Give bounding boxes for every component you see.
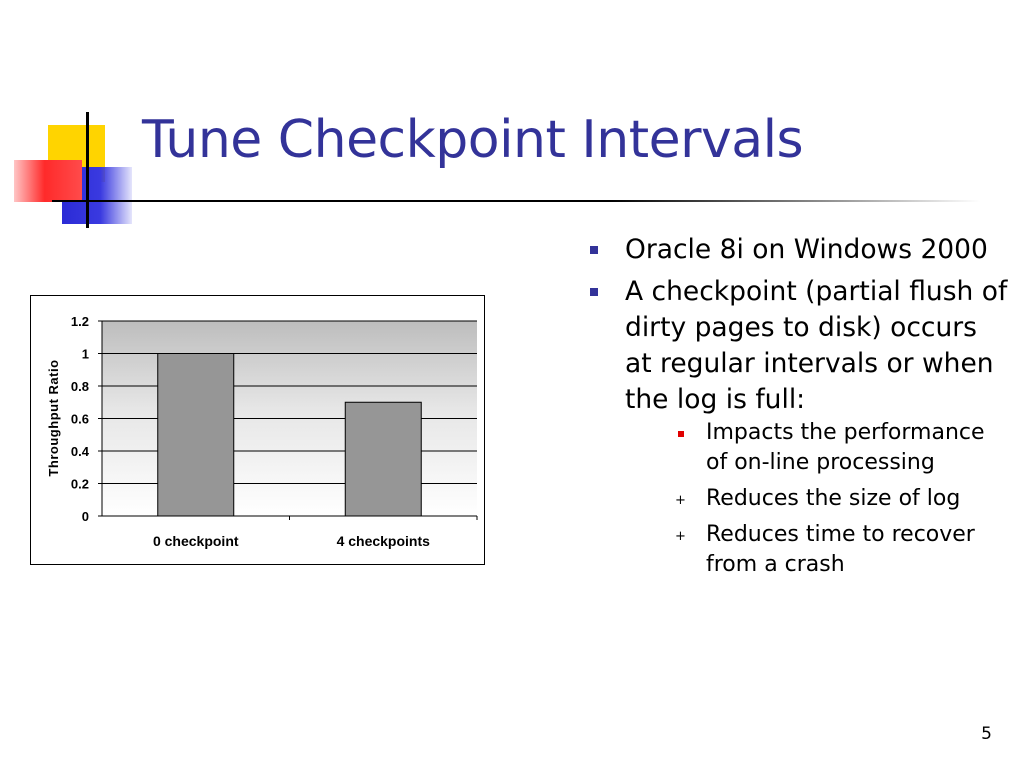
sub-bullet-item: [625, 484, 1008, 514]
y-axis-ticks: [71, 314, 102, 524]
page-number: 5: [981, 724, 992, 744]
slide-title: Tune Checkpoint Intervals: [142, 110, 804, 170]
y-tick-label: 0.6: [70, 411, 89, 427]
sub-bullet-text: Impacts the performance of on-line processing: [706, 420, 985, 475]
bullet-item: [588, 274, 1008, 580]
bar: [345, 402, 421, 516]
sub-bullet-text: Reduces the size of log: [706, 486, 961, 511]
y-tick-label: 1.2: [70, 314, 89, 329]
bar-chart: [31, 296, 486, 566]
sub-bullet-text: Reduces time to recover from a crash: [706, 522, 975, 577]
x-category-label: 0 checkpoint: [152, 533, 239, 549]
sub-bullet-list: [625, 418, 1008, 580]
bullet-text: Oracle 8i on Windows 2000: [625, 234, 988, 265]
y-tick-label: 0.2: [70, 476, 89, 492]
bullet-item: [588, 232, 1008, 268]
title-underline: [52, 200, 980, 202]
logo-vertical-line: [86, 112, 89, 228]
y-tick-label: 0: [81, 509, 89, 524]
y-tick-label: 0.4: [70, 444, 89, 459]
y-tick-label: 1: [81, 346, 89, 362]
bar: [158, 354, 234, 517]
plus-bullet-icon: +: [675, 493, 686, 508]
logo-red-square: [14, 160, 82, 202]
plus-bullet-icon: +: [675, 529, 686, 544]
sub-bullet-item: [625, 520, 1008, 580]
bullet-text: A checkpoint (partial flush of dirty pages to disk) occurs at regular intervals or when the log is full:: [625, 276, 1008, 415]
bullet-list: [588, 232, 1008, 586]
bullet-square-icon: [590, 246, 598, 254]
bullet-square-icon: [590, 288, 598, 296]
chart-frame: [30, 295, 485, 565]
x-category-label: 4 checkpoints: [336, 533, 430, 549]
y-tick-label: 0.8: [70, 379, 89, 394]
y-axis-title: Throughput Ratio: [46, 359, 61, 477]
sub-bullet-item: [625, 418, 1008, 478]
x-axis-categories: [153, 516, 477, 549]
red-square-bullet-icon: [678, 431, 684, 437]
